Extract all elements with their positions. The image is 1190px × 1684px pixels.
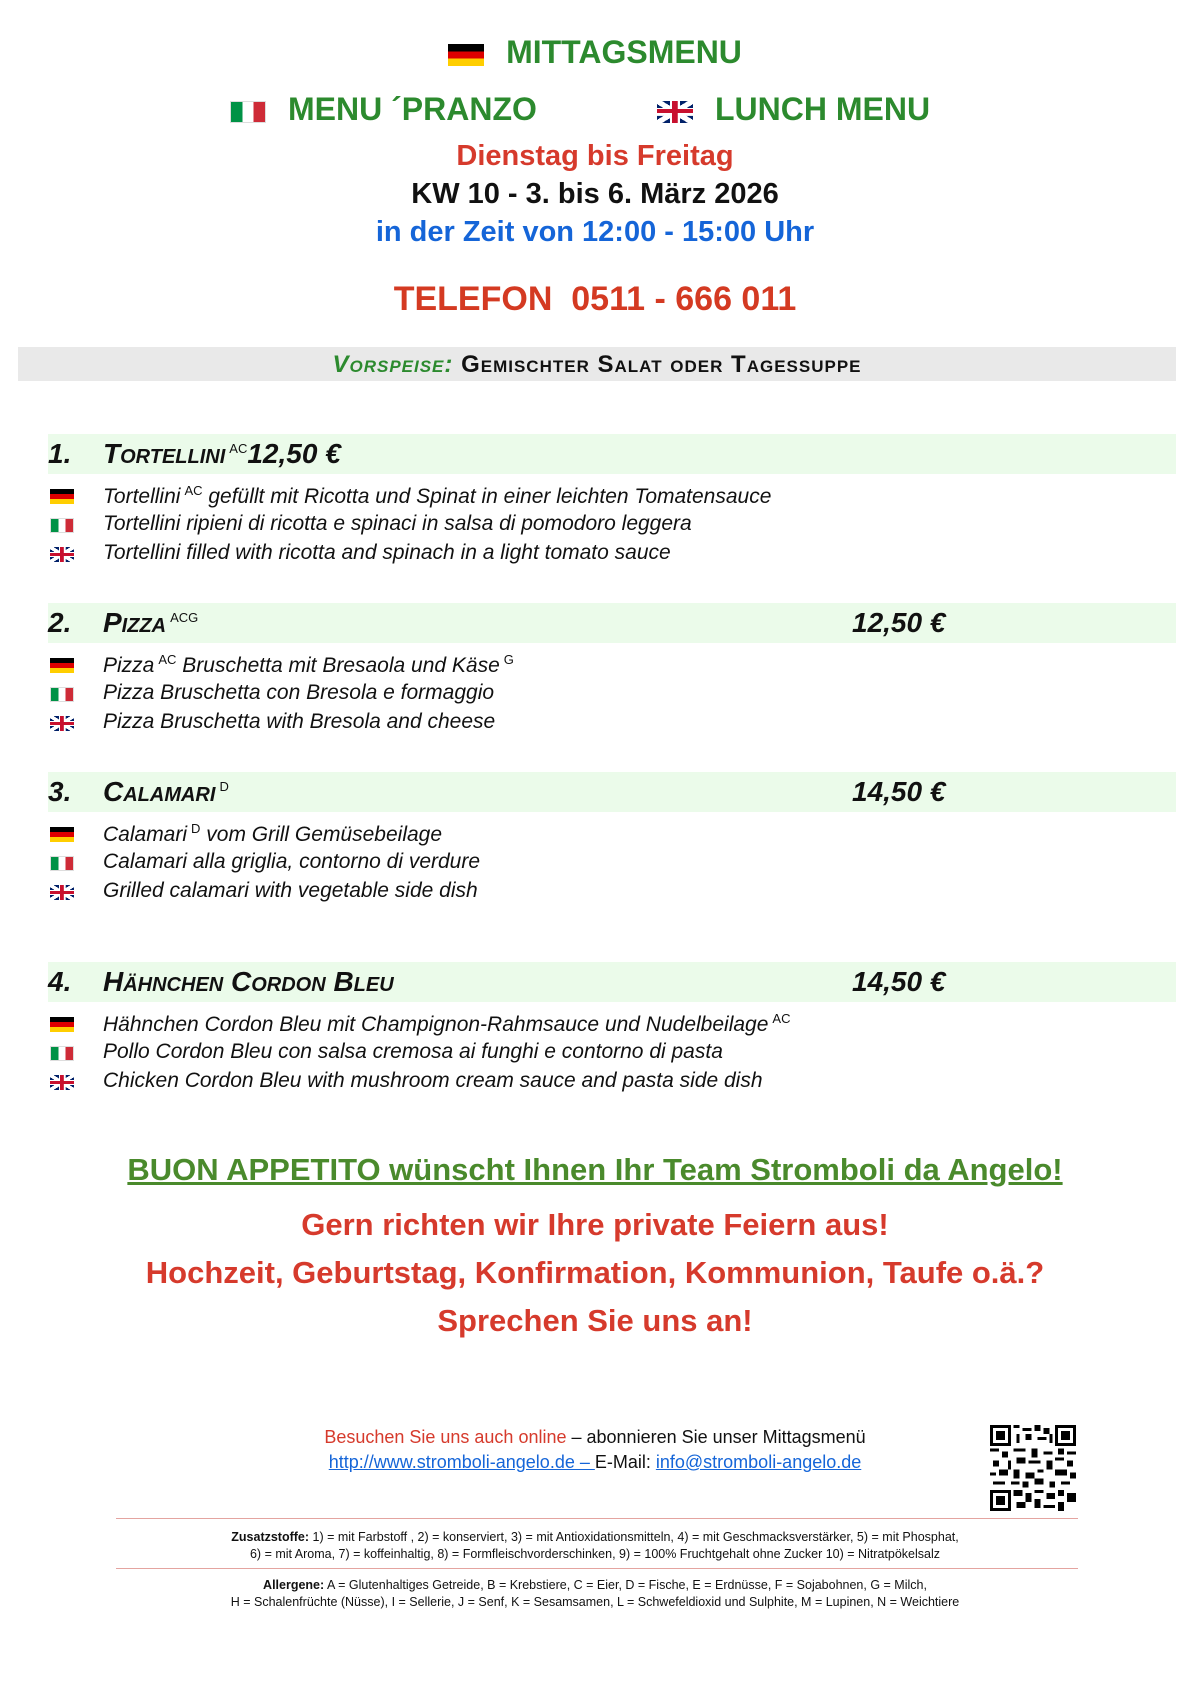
item-price: 14,50 € bbox=[852, 776, 946, 807]
item-number: 2. bbox=[48, 607, 72, 638]
flag-uk-icon bbox=[657, 101, 693, 123]
desc-text: Pizza bbox=[103, 654, 155, 677]
flag-uk-icon bbox=[50, 1075, 74, 1090]
visit-text: Besuchen Sie uns auch online bbox=[324, 1427, 567, 1447]
flag-uk-icon bbox=[50, 547, 74, 562]
item-title bbox=[103, 607, 198, 639]
desc-allergens: D bbox=[191, 821, 201, 836]
item-bar bbox=[48, 603, 1176, 643]
subscribe-text: – abonnieren Sie unser Mittagsmenü bbox=[566, 1427, 866, 1447]
days: Dienstag bis Freitag bbox=[456, 140, 734, 172]
email-link[interactable]: info@stromboli-angelo.de bbox=[655, 1452, 862, 1472]
flag-germany-icon bbox=[50, 1017, 74, 1032]
closing-line-2: Hochzeit, Geburtstag, Konfirmation, Kommunion, Taufe o.ä.? bbox=[145, 1255, 1045, 1290]
item-number: 1. bbox=[48, 438, 72, 469]
allergene-label: Allergene: bbox=[263, 1578, 325, 1592]
desc-allergens: AC bbox=[184, 483, 203, 498]
zusatzstoffe-line-2: 6) = mit Aroma, 7) = koffeinhaltig, 8) = Formfleischvorderschinken, 9) = 100% Fruchtgehalt ohne Zucker 10) = Nitratpökelsalz bbox=[249, 1547, 941, 1561]
item-title: Hähnchen Cordon Bleu bbox=[103, 966, 394, 997]
desc-text: Pizza Bruschetta con Bresola e formaggio bbox=[103, 681, 495, 704]
desc-text: Tortellini filled with ricotta and spinach in a light tomato sauce bbox=[103, 541, 671, 564]
desc-text: vom Grill Gemüsebeilage bbox=[206, 823, 443, 846]
desc-allergens: G bbox=[503, 652, 514, 667]
flag-germany-icon bbox=[448, 44, 484, 66]
item-name: Calamari bbox=[103, 776, 216, 807]
flag-italy-icon bbox=[50, 1046, 74, 1061]
week: KW 10 - 3. bis 6. März 2026 bbox=[411, 178, 779, 210]
website-link[interactable]: http://www.stromboli-angelo.de – bbox=[328, 1452, 595, 1472]
phone: TELEFON 0511 - 666 011 bbox=[393, 280, 797, 318]
starter-text: Gemischter Salat oder Tagessuppe bbox=[461, 351, 862, 378]
desc-allergens: AC bbox=[158, 652, 177, 667]
desc-text: gefüllt mit Ricotta und Spinat in einer leichten Tomatensauce bbox=[208, 485, 772, 508]
starter-bar bbox=[18, 347, 1176, 381]
item-name: Pizza bbox=[103, 607, 167, 638]
flag-uk-icon bbox=[50, 716, 74, 731]
allergene-text: A = Glutenhaltiges Getreide, B = Krebstiere, C = Eier, D = Fische, E = Erdnüsse, F = Sojabohnen, G = Milch, bbox=[324, 1578, 927, 1592]
item-price: 12,50 € bbox=[852, 607, 946, 638]
flag-uk-icon bbox=[50, 885, 74, 900]
title-en: LUNCH MENU bbox=[715, 91, 931, 127]
divider bbox=[116, 1518, 1078, 1519]
desc-text: Grilled calamari with vegetable side dish bbox=[103, 879, 478, 902]
flag-germany-icon bbox=[50, 489, 74, 504]
zusatzstoffe-label: Zusatzstoffe: bbox=[231, 1530, 310, 1544]
divider bbox=[116, 1568, 1078, 1569]
allergene-line-1 bbox=[0, 1578, 1190, 1592]
desc-text: Tortellini ripieni di ricotta e spinaci in salsa di pomodoro leggera bbox=[103, 512, 692, 535]
item-title bbox=[103, 776, 229, 808]
flag-italy-icon bbox=[50, 687, 74, 702]
title-de-row bbox=[0, 34, 1190, 71]
allergene-line-2: H = Schalenfrüchte (Nüsse), I = Sellerie, J = Senf, K = Sesamsamen, L = Schwefeldioxid und Sulphite, M = Lupinen, N = Weichtiere bbox=[230, 1595, 960, 1609]
desc-allergens: AC bbox=[772, 1011, 791, 1026]
flag-germany-icon bbox=[50, 658, 74, 673]
closing-line-1: Gern richten wir Ihre private Feiern aus! bbox=[301, 1207, 889, 1242]
item-allergens: D bbox=[219, 778, 229, 794]
desc-text: Calamari bbox=[103, 823, 188, 846]
title-it: MENU ´PRANZO bbox=[288, 91, 537, 127]
desc-text: Calamari alla griglia, contorno di verdure bbox=[103, 850, 481, 873]
flag-italy-icon bbox=[50, 518, 74, 533]
title-en-row bbox=[657, 91, 930, 128]
flag-germany-icon bbox=[50, 827, 74, 842]
opening-time: in der Zeit von 12:00 - 15:00 Uhr bbox=[375, 216, 815, 248]
qr-code-icon[interactable] bbox=[990, 1425, 1076, 1511]
flag-italy-icon bbox=[230, 101, 266, 123]
closing-line-3: Sprechen Sie uns an! bbox=[437, 1303, 753, 1338]
item-allergens: ACG bbox=[170, 609, 199, 625]
desc-text: Pollo Cordon Bleu con salsa cremosa ai funghi e contorno di pasta bbox=[103, 1040, 723, 1063]
title-de: MITTAGSMENU bbox=[506, 34, 742, 70]
item-price: 12,50 € bbox=[247, 438, 341, 469]
desc-text: Chicken Cordon Bleu with mushroom cream sauce and pasta side dish bbox=[103, 1069, 763, 1092]
title-it-row bbox=[230, 91, 537, 128]
zusatzstoffe-line-1 bbox=[0, 1530, 1190, 1544]
buon-appetito: BUON APPETITO wünscht Ihnen Ihr Team Stromboli da Angelo! bbox=[127, 1152, 1063, 1187]
item-number: 4. bbox=[48, 966, 72, 997]
zusatzstoffe-text: 1) = mit Farbstoff , 2) = konserviert, 3) = mit Antioxidationsmitteln, 4) = mit Geschmacksverstärker, 5) = mit Phosphat, bbox=[309, 1530, 959, 1544]
item-price: 14,50 € bbox=[852, 966, 946, 997]
desc-text: Hähnchen Cordon Bleu mit Champignon-Rahmsauce und Nudelbeilage bbox=[103, 1013, 769, 1036]
item-number: 3. bbox=[48, 776, 72, 807]
item-name: Tortellini bbox=[103, 438, 226, 469]
item-title bbox=[103, 438, 341, 470]
flag-italy-icon bbox=[50, 856, 74, 871]
item-allergens: AC bbox=[229, 440, 248, 456]
starter-label: Vorspeise: bbox=[332, 351, 454, 378]
email-label: E-Mail: bbox=[594, 1452, 656, 1472]
desc-text: Bruschetta mit Bresaola und Käse bbox=[182, 654, 500, 677]
desc-text: Tortellini bbox=[103, 485, 181, 508]
desc-text: Pizza Bruschetta with Bresola and cheese bbox=[103, 710, 496, 733]
